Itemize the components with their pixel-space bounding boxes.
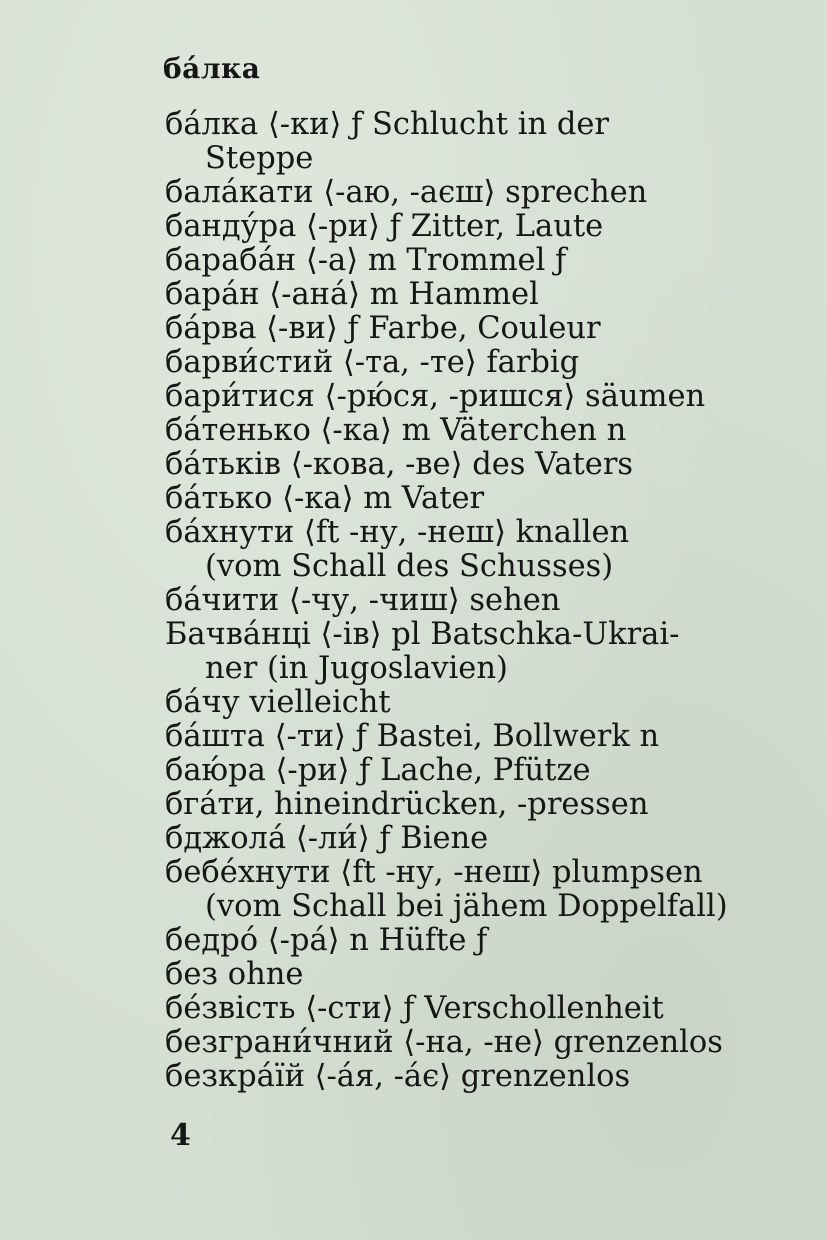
entry-line: бала́кати ⟨-аю, -аєш⟩ sprechen [165,175,648,210]
dictionary-entry [165,754,765,788]
entry-line: ба́тько ⟨-ка⟩ m Vater [165,481,485,516]
entry-line: бга́ти, hineindrücken, -pressen [165,787,649,822]
dictionary-entry [165,584,765,618]
entry-continuation: (vom Schall des Schusses) [205,549,614,584]
dictionary-entry [165,482,765,516]
dictionary-entry [165,414,765,448]
dictionary-entry [165,244,765,278]
dictionary-entry [165,210,765,244]
entry-line: банду́ра ⟨-ри⟩ ƒ Zitter, Laute [165,209,604,244]
dictionary-entry [165,618,765,686]
dictionary-entry [165,856,765,924]
entry-line: бедро́ ⟨-ра́⟩ n Hüfte ƒ [165,923,488,958]
entry-line: бара́н ⟨-ана́⟩ m Hammel [165,277,539,312]
entry-line: ба́чу vielleicht [165,685,391,720]
dictionary-entry [165,822,765,856]
entry-continuation: (vom Schall bei jähem Doppelfall) [205,889,728,924]
dictionary-entry [165,992,765,1026]
entry-line: бари́тися ⟨-рю́ся, -ришся⟩ säumen [165,379,706,414]
entry-line: ба́рва ⟨-ви⟩ ƒ Farbe, Couleur [165,311,601,346]
dictionary-entry [165,1026,765,1060]
entry-line: ба́хнути ⟨ft -ну, -неш⟩ knallen [165,515,630,550]
entry-line: Бачва́нці ⟨-ів⟩ pl Batschka-Ukrai- [165,617,680,652]
dictionary-entry [165,686,765,720]
entry-line: ба́лка ⟨-ки⟩ ƒ Schlucht in der [165,107,609,142]
entry-list [165,108,765,1094]
entry-line: ба́чити ⟨-чу, -чиш⟩ sehen [165,583,561,618]
entry-line: баю́ра ⟨-ри⟩ ƒ Lache, Pfütze [165,753,591,788]
entry-line: барви́стий ⟨-та, -те⟩ farbig [165,345,580,380]
dictionary-entry [165,1060,765,1094]
entry-continuation: Steppe [205,141,314,176]
dictionary-entry [165,380,765,414]
dictionary-entry [165,278,765,312]
entry-line: бараба́н ⟨-а⟩ m Trommel ƒ [165,243,567,278]
entry-continuation: ner (in Jugoslavien) [205,651,508,686]
dictionary-entry [165,720,765,754]
dictionary-entry [165,958,765,992]
entry-line: бебе́хнути ⟨ft -ну, -неш⟩ plumpsen [165,855,703,890]
entry-line: ба́шта ⟨-ти⟩ ƒ Bastei, Bollwerk n [165,719,660,754]
entry-line: без ohne [165,957,304,992]
entry-line: безкра́їй ⟨-а́я, -а́є⟩ grenzenlos [165,1059,631,1094]
dictionary-entry [165,924,765,958]
dictionary-entry [165,788,765,822]
dictionary-entry [165,448,765,482]
dictionary-entry [165,346,765,380]
entry-line: ба́тенько ⟨-ка⟩ m Väterchen n [165,413,627,448]
running-headword: ба́лка [163,52,261,85]
entry-line: ба́тьків ⟨-кова, -ве⟩ des Vaters [165,447,634,482]
entry-line: бе́звість ⟨-сти⟩ ƒ Verschollenheit [165,991,664,1026]
page-number: 4 [170,1118,191,1153]
dictionary-entry [165,516,765,584]
dictionary-entry [165,108,765,176]
entry-line: безграни́чний ⟨-на, -не⟩ grenzenlos [165,1025,723,1060]
dictionary-entry [165,312,765,346]
entry-line: бджола́ ⟨-ли́⟩ ƒ Biene [165,821,489,856]
dictionary-entry [165,176,765,210]
